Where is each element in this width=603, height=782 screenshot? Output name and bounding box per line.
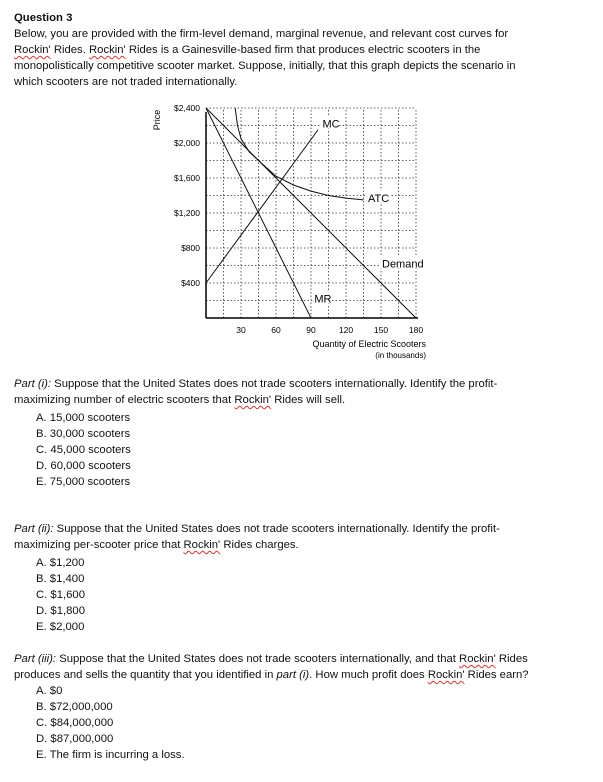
answer-option[interactable]: C. 45,000 scooters bbox=[36, 444, 131, 456]
text: maximizing per-scooter price that bbox=[14, 539, 184, 551]
answer-option[interactable]: A. $1,200 bbox=[36, 557, 85, 569]
part-label: Part (i): bbox=[14, 378, 52, 390]
part2-line bbox=[14, 522, 500, 537]
series-label-demand: Demand bbox=[382, 258, 424, 271]
y-axis-label: Price bbox=[152, 109, 162, 131]
answer-option[interactable]: B. 30,000 scooters bbox=[36, 428, 131, 440]
answer-option[interactable]: A. $0 bbox=[36, 685, 63, 697]
brand-name: Rockin' bbox=[459, 653, 496, 665]
intro-line: which scooters are not traded internationally. bbox=[14, 76, 238, 88]
answer-option[interactable]: A. 15,000 scooters bbox=[36, 412, 131, 424]
series-label-atc: ATC bbox=[368, 192, 390, 205]
text: Rides is a Gainesville-based firm that produces electric scooters in the bbox=[125, 44, 481, 56]
text: Rides bbox=[495, 653, 528, 665]
text: Suppose that the United States does not trade scooters internationally, and that bbox=[56, 653, 460, 665]
text: maximizing number of electric scooters that bbox=[14, 394, 235, 406]
part2-line bbox=[14, 538, 299, 553]
x-tick-label: 60 bbox=[271, 325, 281, 335]
chart bbox=[0, 0, 603, 370]
answer-option[interactable]: B. $72,000,000 bbox=[36, 701, 113, 713]
y-tick-label: $400 bbox=[181, 278, 200, 288]
answer-option[interactable]: E. $2,000 bbox=[36, 621, 85, 633]
brand-name: Rockin' bbox=[89, 44, 126, 56]
text: Rides will sell. bbox=[271, 394, 346, 406]
text: Rides. bbox=[50, 44, 89, 56]
part-label: Part (iii): bbox=[14, 653, 57, 665]
part3-line bbox=[14, 668, 529, 683]
answer-option[interactable]: D. 60,000 scooters bbox=[36, 460, 131, 472]
part-ref: part (i) bbox=[276, 669, 310, 681]
series-label-mr: MR bbox=[314, 293, 332, 306]
brand-name: Rockin' bbox=[183, 539, 221, 551]
text: Rides charges. bbox=[220, 539, 299, 551]
x-axis-sublabel: (in thousands) bbox=[375, 351, 426, 360]
part1-line bbox=[14, 377, 497, 392]
text: produces and sells the quantity that you identified in bbox=[14, 669, 277, 681]
answer-option[interactable]: B. $1,400 bbox=[36, 573, 85, 585]
brand-name: Rockin' bbox=[14, 44, 51, 56]
answer-option[interactable]: E. 75,000 scooters bbox=[36, 476, 131, 488]
x-tick-label: 120 bbox=[338, 325, 354, 335]
answer-option[interactable]: C. $84,000,000 bbox=[36, 717, 114, 729]
x-tick-label: 180 bbox=[408, 325, 424, 335]
x-tick-label: 30 bbox=[236, 325, 246, 335]
text: Rides earn? bbox=[464, 669, 529, 681]
text: Suppose that the United States does not trade scooters internationally. Identify the profit- bbox=[51, 378, 498, 390]
answer-option[interactable]: C. $1,600 bbox=[36, 589, 85, 601]
y-tick-label: $1,600 bbox=[174, 173, 200, 183]
x-tick-label: 90 bbox=[306, 325, 316, 335]
y-tick-label: $1,200 bbox=[174, 208, 200, 218]
part1-line bbox=[14, 393, 345, 408]
part-label: Part (ii): bbox=[14, 523, 54, 535]
brand-name: Rockin' bbox=[427, 669, 465, 681]
answer-option[interactable]: D. $1,800 bbox=[36, 605, 85, 617]
y-tick-label: $800 bbox=[181, 243, 200, 253]
series-label-mc: MC bbox=[322, 118, 340, 131]
answer-option[interactable]: E. The firm is incurring a loss. bbox=[36, 749, 185, 761]
answer-option[interactable]: D. $87,000,000 bbox=[36, 733, 114, 745]
series-mc bbox=[206, 130, 318, 283]
question-title: Question 3 bbox=[14, 12, 73, 24]
text: Suppose that the United States does not trade scooters internationally. Identify the profit- bbox=[53, 523, 500, 535]
y-tick-label: $2,000 bbox=[174, 138, 200, 148]
y-tick-label: $2,400 bbox=[174, 103, 200, 113]
intro-line: Below, you are provided with the firm-level demand, marginal revenue, and relevant cost curves for bbox=[14, 28, 509, 40]
brand-name: Rockin' bbox=[234, 394, 272, 406]
intro-line: monopolistically competitive scooter market. Suppose, initially, that this graph depicts the scenario in bbox=[14, 60, 516, 72]
text: . How much profit does bbox=[309, 669, 428, 681]
part3-line bbox=[14, 652, 528, 667]
x-axis-label: Quantity of Electric Scooters bbox=[312, 339, 426, 349]
x-tick-label: 150 bbox=[373, 325, 389, 335]
series-atc bbox=[235, 108, 363, 200]
